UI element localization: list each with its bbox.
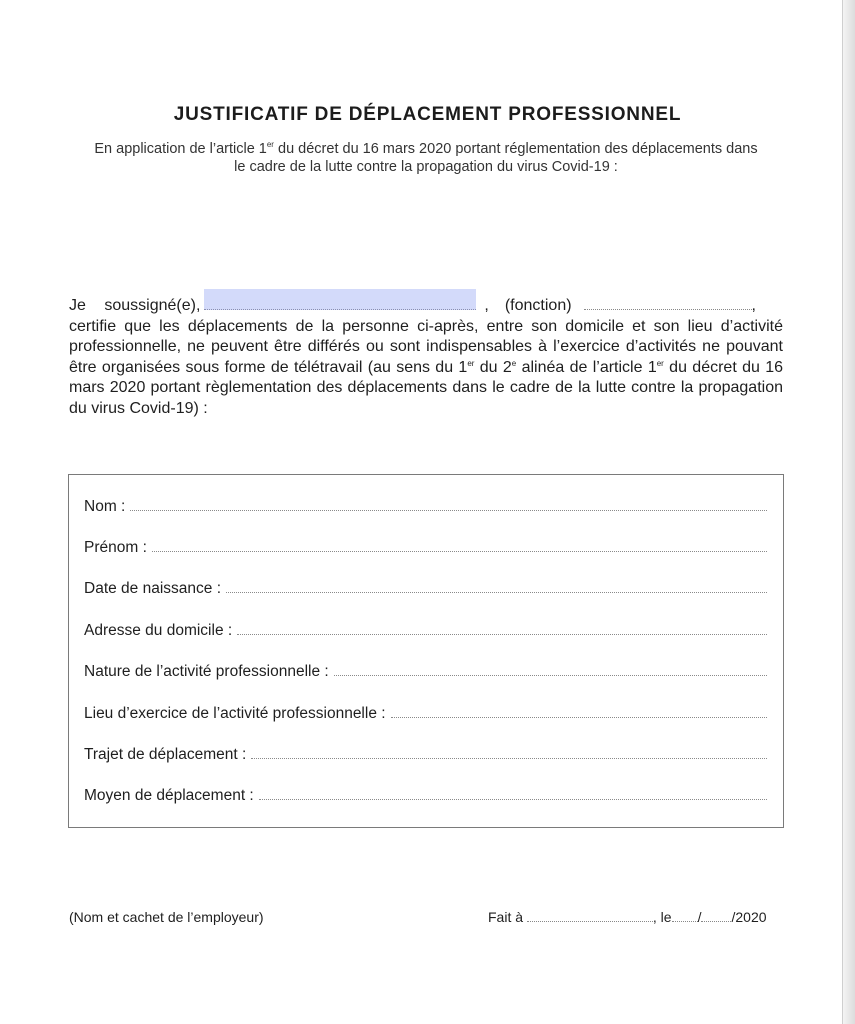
attestation-body2: du 2 — [474, 358, 512, 376]
subtitle-part2: du décret du 16 mars 2020 portant réglementation des déplacements dans le cadre de la lutte contre la propagation du virus Covid-19 : — [234, 141, 758, 175]
attestation-body — [69, 318, 783, 417]
field-input-prenom[interactable] — [152, 550, 767, 552]
soussigne-comma: , — [484, 297, 489, 314]
field-label-prenom: Prénom : — [84, 539, 147, 556]
field-input-nature-activite[interactable] — [334, 674, 767, 676]
field-label-moyen: Moyen de déplacement : — [84, 787, 254, 804]
attestation-body4: du décret du 16 mars 2020 portant règlementation des déplacements dans le cadre de la lutte contre la propagation du virus Covid-19) : — [69, 358, 784, 417]
date-slash: / — [697, 909, 702, 925]
soussigne-line — [69, 289, 783, 317]
attestation-body3: alinéa de l’article 1 — [516, 358, 657, 376]
field-row-nature-activite — [84, 657, 767, 681]
field-input-moyen[interactable] — [259, 798, 767, 800]
field-row-date-naissance — [84, 574, 767, 598]
field-input-adresse[interactable] — [237, 633, 767, 635]
fonction-label: (fonction) — [504, 297, 572, 314]
field-label-lieu-exercice: Lieu d’exercice de l’activité professionnelle : — [84, 705, 386, 722]
fonction-comma: , — [751, 297, 756, 314]
field-row-moyen — [84, 781, 767, 805]
field-row-trajet — [84, 740, 767, 764]
field-label-nature-activite: Nature de l’activité professionnelle : — [84, 663, 329, 680]
field-input-lieu-exercice[interactable] — [391, 716, 767, 718]
field-input-nom[interactable] — [130, 509, 767, 511]
document-subtitle — [90, 140, 762, 176]
field-row-prenom — [84, 533, 767, 557]
employer-stamp-label: (Nom et cachet de l’employeur) — [69, 909, 264, 925]
document-title: JUSTIFICATIF DE DÉPLACEMENT PROFESSIONNEL — [173, 104, 682, 125]
attestation-paragraph — [69, 289, 783, 419]
fait-a-label: Fait à — [488, 909, 524, 925]
field-label-nom: Nom : — [84, 498, 126, 515]
field-row-adresse — [84, 616, 767, 640]
field-input-date-naissance[interactable] — [226, 591, 767, 593]
subtitle-part1: En application de l’article 1 — [94, 141, 267, 157]
year-label: /2020 — [731, 909, 767, 925]
le-label: , le — [652, 909, 672, 925]
person-details-box — [68, 474, 784, 828]
fait-a-field[interactable] — [527, 910, 653, 922]
field-row-nom — [84, 492, 767, 516]
field-label-trajet: Trajet de déplacement : — [84, 746, 247, 763]
month-field[interactable] — [701, 910, 731, 922]
window-edge — [842, 0, 855, 1024]
field-label-date-naissance: Date de naissance : — [84, 580, 222, 597]
attestation-sup1: er — [467, 358, 475, 368]
soussigne-label: Je soussigné(e), — [69, 297, 201, 314]
signature-place-date — [488, 909, 767, 925]
attestation-body1: certifie que les déplacements de la personne ci-après, entre son domicile et son lieu d’activité professionnelle, ne peuvent être différés ou sont indispensables à l’exercice d’activités ne pouvant être organisées sous forme de télétravail (au sens du 1 — [69, 317, 783, 376]
fonction-field[interactable] — [584, 297, 752, 310]
soussigne-name-field[interactable] — [204, 289, 476, 310]
field-label-adresse: Adresse du domicile : — [84, 622, 233, 639]
attestation-sup3: er — [656, 358, 664, 368]
field-row-lieu-exercice — [84, 699, 767, 723]
day-field[interactable] — [672, 910, 698, 922]
subtitle-sup: er — [266, 140, 274, 149]
field-input-trajet[interactable] — [251, 757, 767, 759]
attestation-sup2: e — [511, 358, 517, 368]
